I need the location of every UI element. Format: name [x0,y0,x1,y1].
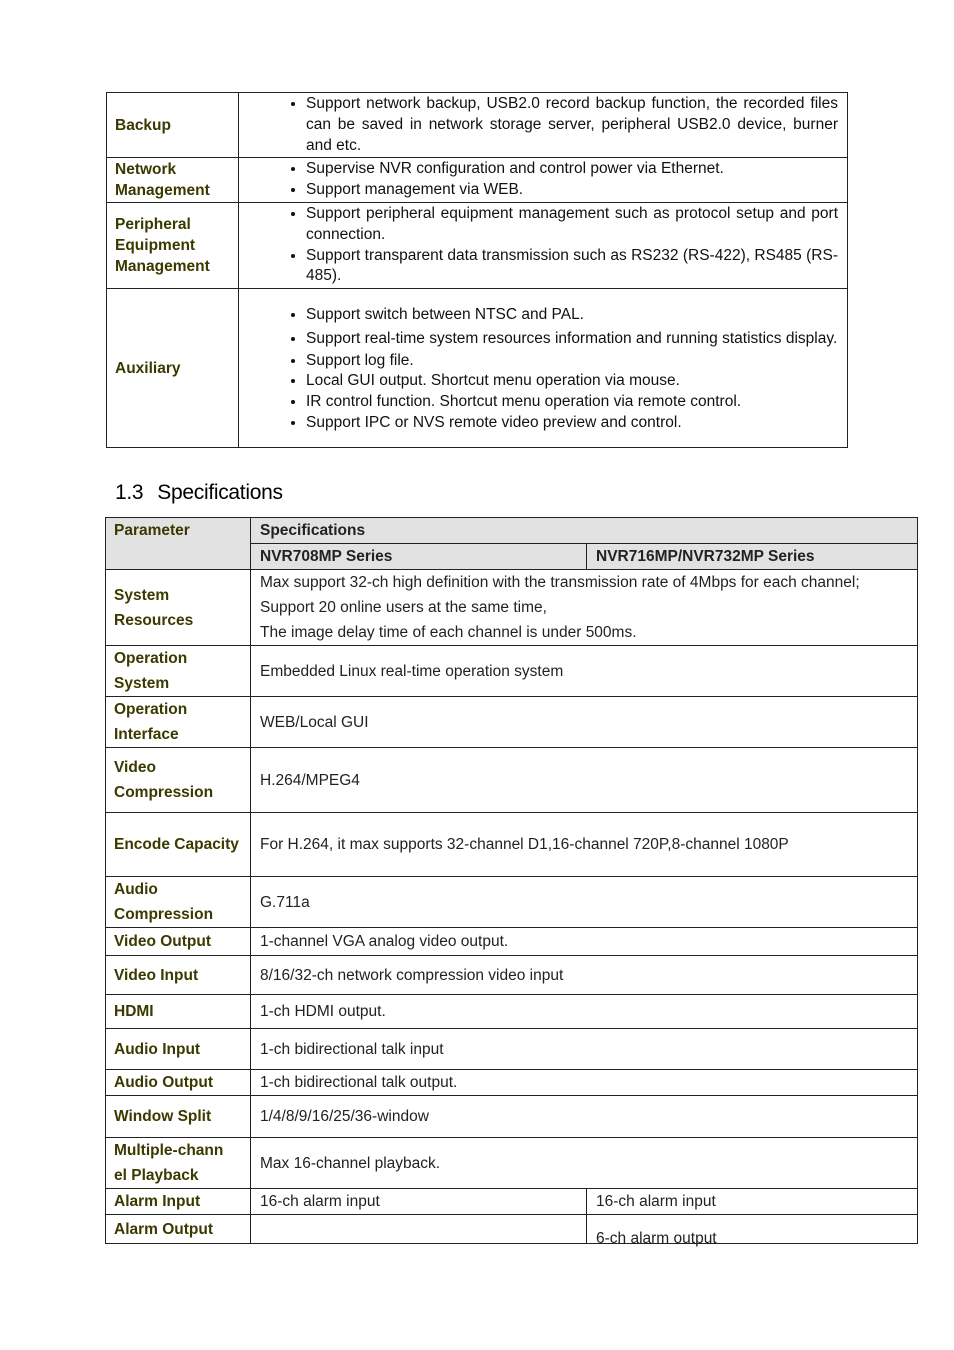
feature-items [239,158,848,203]
table-row [106,813,918,877]
table-row [106,646,918,697]
table-row [106,995,918,1029]
feature-items [239,289,848,448]
table-row [107,93,848,158]
row-label: HDMI [106,995,251,1029]
value-line: Max support 32-ch high definition with the transmission rate of 4Mbps for each channel; [260,574,860,591]
value-line: The image delay time of each channel is under 500ms. [260,624,637,641]
feature-label [107,158,239,203]
list-item: • Support switch between NTSC and PAL. [306,303,838,327]
feature-label-text: Network Management [115,161,210,200]
row-value: 1-ch HDMI output. [251,995,918,1029]
row-value: 1-ch bidirectional talk input [251,1029,918,1070]
section-title: Specifications [157,481,283,504]
row-label [106,1138,251,1189]
list-item: • Local GUI output. Shortcut menu operation via mouse. [306,371,838,392]
list-item: • Support IPC or NVS remote video preview and control. [306,413,838,434]
feature-label [107,202,239,288]
row-label: Operation Interface [106,697,251,748]
feature-items [239,202,848,288]
row-value-a [251,1215,587,1244]
feature-label-text: Peripheral Equipment Management [115,216,210,276]
row-value-a: 16-ch alarm input [251,1189,587,1215]
row-value: H.264/MPEG4 [251,748,918,813]
row-value: 1-channel VGA analog video output. [251,928,918,956]
row-value-b: 16-ch alarm input [587,1189,918,1215]
table-row [106,697,918,748]
table-row [106,1215,918,1244]
table-row [107,158,848,203]
row-label-line: Multiple-chann [114,1142,224,1159]
row-value-b-text: 6-ch alarm output [596,1230,717,1247]
list-item: • Support network backup, USB2.0 record backup function, the recorded files can be saved in network storage server, peripheral USB2.0 device, burner and etc. [306,94,838,156]
features-table [106,92,848,448]
list-item: • Support log file. [306,351,838,372]
row-value: Max 16-channel playback. [251,1138,918,1189]
table-row [106,877,918,928]
row-label: Alarm Output [106,1215,251,1244]
header-parameter: Parameter [106,518,251,570]
row-label: Video Compression [106,748,251,813]
feature-items [239,93,848,158]
row-value: Embedded Linux real-time operation system [251,646,918,697]
header-series-a: NVR708MP Series [251,544,587,570]
table-row [106,956,918,995]
row-label: Operation System [106,646,251,697]
table-row [106,1096,918,1138]
table-row [106,1029,918,1070]
feature-label: Auxiliary [107,289,239,448]
row-value: 1-ch bidirectional talk output. [251,1070,918,1096]
table-header-row [106,518,918,544]
row-value-b [587,1215,918,1247]
row-label: Video Input [106,956,251,995]
list-item: • Supervise NVR configuration and control power via Ethernet. [306,159,838,180]
table-row [107,202,848,288]
row-label: Audio Output [106,1070,251,1096]
section-number: 1.3 [115,481,144,504]
row-label: Window Split [106,1096,251,1138]
list-item: • Support management via WEB. [306,180,838,201]
table-row [106,748,918,813]
row-value: For H.264, it max supports 32-channel D1,16-channel 720P,8-channel 1080P [251,813,918,877]
table-row [107,289,848,448]
row-label: Audio Compression [106,877,251,928]
header-series-b: NVR716MP/NVR732MP Series [587,544,918,570]
row-label: Audio Input [106,1029,251,1070]
row-label: System Resources [106,570,251,646]
feature-label: Backup [107,93,239,158]
row-label: Video Output [106,928,251,956]
table-row [106,1189,918,1215]
row-label: Alarm Input [106,1189,251,1215]
header-specifications: Specifications [251,518,918,544]
row-value [251,570,918,646]
list-item: • Support real-time system resources information and running statistics display. [306,327,838,351]
row-value: 8/16/32-ch network compression video input [251,956,918,995]
value-line: Support 20 online users at the same time, [260,599,547,616]
specifications-table [105,517,918,1247]
table-row [106,928,918,956]
table-row [106,570,918,646]
table-row [106,1138,918,1189]
table-row [106,1070,918,1096]
row-value: G.711a [251,877,918,928]
section-heading [115,481,283,505]
list-item: • Support transparent data transmission such as RS232 (RS-422), RS485 (RS-485). [306,246,838,288]
row-label: Encode Capacity [106,813,251,877]
row-label-line: el Playback [114,1167,199,1184]
list-item: • IR control function. Shortcut menu operation via remote control. [306,392,838,413]
list-item: • Support peripheral equipment management such as protocol setup and port connection. [306,204,838,246]
row-value: WEB/Local GUI [251,697,918,748]
row-value: 1/4/8/9/16/25/36-window [251,1096,918,1138]
